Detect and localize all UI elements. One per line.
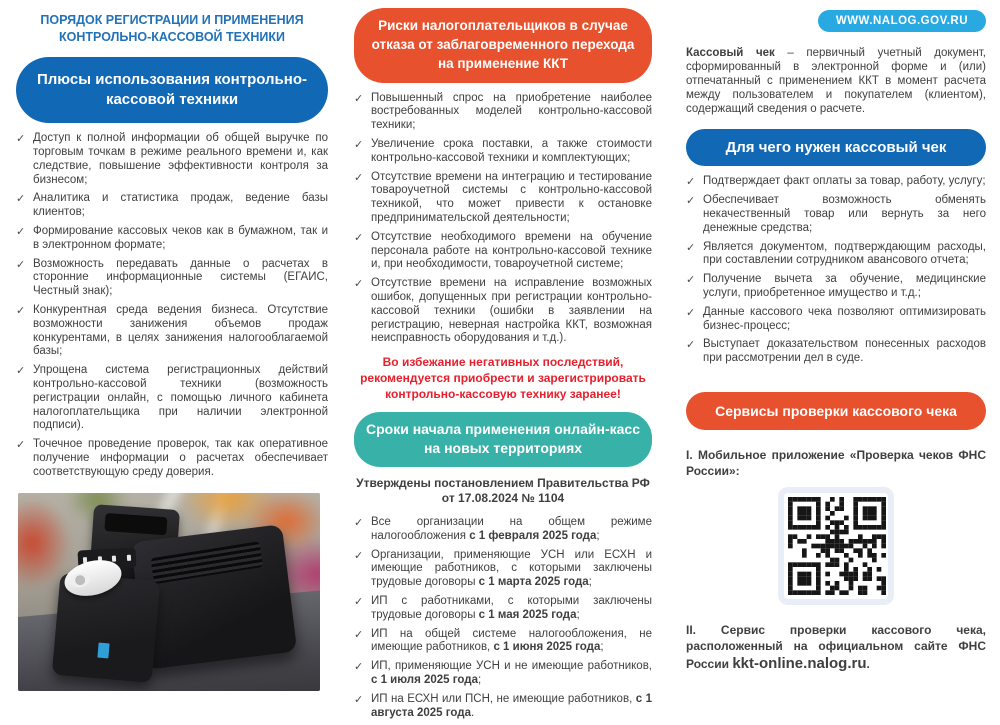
list-item	[686, 175, 986, 189]
list-item-text: Доступ к полной информации об общей выручке по торговым точкам в режиме реального времени и, как следствие, повышение эффективности контроля за бизнесом;	[33, 132, 328, 186]
check-icon: ✓	[686, 306, 696, 319]
list-item	[354, 516, 652, 544]
services-section-header: Сервисы проверки кассового чека	[686, 392, 986, 430]
check-icon: ✓	[686, 339, 696, 352]
list-item	[354, 628, 652, 656]
check-icon: ✓	[686, 195, 696, 208]
list-item	[16, 132, 328, 187]
list-item-text: Аналитика и статистика продаж, ведение базы клиентов;	[33, 192, 328, 219]
list-item	[354, 92, 652, 133]
check-icon: ✓	[16, 258, 26, 271]
list-item	[16, 364, 328, 433]
check-icon: ✓	[16, 226, 26, 239]
list-item-text: ИП на общей системе налогообложения, не имеющие работников, с 1 июня 2025 года;	[371, 627, 652, 654]
check-icon: ✓	[354, 693, 364, 706]
warning-text: Во избежание негативных последствий, рекомендуется приобрести и зарегистрировать контрольно-кассовую технику заранее!	[360, 355, 646, 401]
list-item-text: Упрощена система регистрационных действий контрольно-кассовой техники (возможность регистрации онлайн, с помощью личного кабинета налогоплательщика при наличии электронной подписи).	[33, 364, 328, 432]
list-item-text: Повышенный спрос на приобретение наиболее востребованных моделей контрольно-кассовой техники;	[371, 91, 652, 132]
list-item-text: Конкурентная среда ведения бизнеса. Отсутствие возможности занижения объемов продаж конкурентами, в целях занижения налогооблагаемой базы;	[33, 304, 328, 358]
list-item	[354, 693, 652, 721]
check-icon: ✓	[686, 274, 696, 287]
check-icon: ✓	[354, 661, 364, 674]
list-item-text: Подтверждает факт оплаты за товар, работу, услугу;	[703, 175, 986, 188]
left-bullet-list	[16, 132, 328, 479]
check-icon: ✓	[16, 365, 26, 378]
list-item-text: Выступает доказательством понесенных расходов при рассмотрении дел в суде.	[703, 338, 986, 365]
list-item	[686, 306, 986, 334]
check-icon: ✓	[16, 439, 26, 452]
list-item	[686, 241, 986, 269]
check-icon: ✓	[354, 231, 364, 244]
list-item-text: ИП, применяющие УСН и не имеющие работников, с 1 июля 2025 года;	[371, 660, 652, 687]
deadlines-section-header: Сроки начала применения онлайн-касс на новых территориях	[354, 412, 652, 467]
check-icon: ✓	[354, 171, 364, 184]
list-item-text: ИП с работниками, с которыми заключены трудовые договоры с 1 мая 2025 года;	[371, 595, 652, 621]
list-item-text: Обеспечивает возможность обменять некачественный товар или вернуть за него денежные средства;	[703, 194, 986, 234]
list-item-text: ИП на ЕСХН или ПСН, не имеющие работников, с 1 августа 2025 года.	[371, 692, 652, 719]
check-icon: ✓	[354, 596, 364, 609]
check-icon: ✓	[686, 241, 696, 254]
service-website: II. Сервис проверки кассового чека, расположенный на официальном сайте ФНС России kkt-online.nalog.ru.	[686, 623, 986, 673]
risks-bullet-list	[354, 92, 652, 347]
site-url-badge: WWW.NALOG.GOV.RU	[818, 10, 986, 32]
qr-code	[784, 493, 888, 599]
check-icon: ✓	[354, 517, 364, 530]
cash-receipt-definition: Кассовый чек – первичный учетный документ, сформированный в электронной форме и (или) отпечатанный с применением ККТ в момент расчета между пользователем и покупателем (клиентом), содержащий сведения о расчете.	[686, 47, 986, 116]
list-item-text: Формирование кассовых чеков как в бумажном, так и в электронном формате;	[33, 225, 328, 251]
service-mobile-app: I. Мобильное приложение «Проверка чеков ФНС России»:	[686, 448, 986, 478]
list-item-text: Является документом, подтверждающим расходы, при составлении сотрудником авансового отчета;	[703, 240, 986, 267]
check-icon: ✓	[16, 133, 26, 146]
page-title: ПОРЯДОК РЕГИСТРАЦИИ И ПРИМЕНЕНИЯ КОНТРОЛЬНО-КАССОВОЙ ТЕХНИКИ	[40, 13, 304, 44]
list-item-text: Увеличение срока поставки, а также стоимости контрольно-кассовой техники и комплектующих;	[371, 138, 652, 164]
list-item-text: Отсутствие времени на интеграцию и тестирование товароучетной системы с контрольно-кассовой техникой, что может привести к остановке предпринимательской деятельности;	[371, 170, 652, 225]
list-item	[354, 660, 652, 688]
list-item	[354, 231, 652, 272]
list-item	[354, 549, 652, 590]
receipt-purpose-list	[686, 175, 986, 366]
list-item-text: Получение вычета за обучение, медицинские услуги, приобретенное имущество и т.д.;	[703, 273, 986, 300]
list-item	[16, 304, 328, 359]
qr-code-card	[778, 487, 894, 605]
list-item-text: Отсутствие необходимого времени на обучение персонала работе на контрольно-кассовой технике и, при необходимости, товароучетной системе;	[371, 230, 652, 271]
list-item	[16, 258, 328, 299]
printer-label	[97, 642, 109, 658]
list-item	[354, 171, 652, 226]
column-middle	[354, 8, 652, 725]
list-item-text: Данные кассового чека позволяют оптимизировать бизнес-процесс;	[703, 305, 986, 332]
list-item	[16, 192, 328, 220]
receipt-printers-photo	[18, 493, 320, 691]
check-icon: ✓	[16, 305, 26, 318]
list-item-text: Точечное проведение проверок, так как оперативное получение информации о расчетах обеспечивает соответствующую среду доверия.	[33, 438, 328, 478]
list-item	[16, 438, 328, 479]
decree-heading: Утверждены постановлением Правительства РФ от 17.08.2024 № 1104	[356, 475, 650, 506]
list-item	[686, 273, 986, 301]
risks-section-header: Риски налогоплательщиков в случае отказа от заблаговременного перехода на применение ККТ	[354, 8, 652, 83]
list-item	[16, 225, 328, 253]
check-icon: ✓	[686, 176, 696, 189]
left-section-header: Плюсы использования контрольно-кассовой техники	[16, 57, 328, 124]
column-left	[16, 10, 328, 691]
deadlines-bullet-list	[354, 516, 652, 720]
list-item-text: Возможность передавать данные о расчетах в сторонние информационные системы (ЕГАИС, Честный знак);	[33, 257, 328, 298]
list-item-text: Организации, применяющие УСН или ЕСХН и имеющие работников, с которыми заключены трудовые договоры с 1 марта 2025 года;	[371, 548, 652, 589]
list-item-text: Все организации на общем режиме налогообложения с 1 февраля 2025 года;	[371, 516, 652, 542]
check-icon: ✓	[16, 193, 26, 206]
check-icon: ✓	[354, 549, 364, 562]
check-icon: ✓	[354, 628, 364, 641]
column-right	[686, 10, 986, 680]
list-item	[686, 194, 986, 235]
list-item-text: Отсутствие времени на исправление возможных ошибок, допущенных при регистрации контрольно-кассовой техники (ошибки в заявлении на регистрацию, неверная настройка ККТ, возможная неисправность оборудования и т.д.).	[371, 277, 652, 345]
check-icon: ✓	[354, 278, 364, 291]
receipt-purpose-header: Для чего нужен кассовый чек	[686, 129, 986, 166]
check-icon: ✓	[354, 139, 364, 152]
qr-code-icon	[788, 497, 886, 595]
list-item	[686, 338, 986, 366]
list-item	[354, 138, 652, 166]
list-item	[354, 277, 652, 346]
check-icon: ✓	[354, 92, 364, 105]
list-item	[354, 595, 652, 623]
